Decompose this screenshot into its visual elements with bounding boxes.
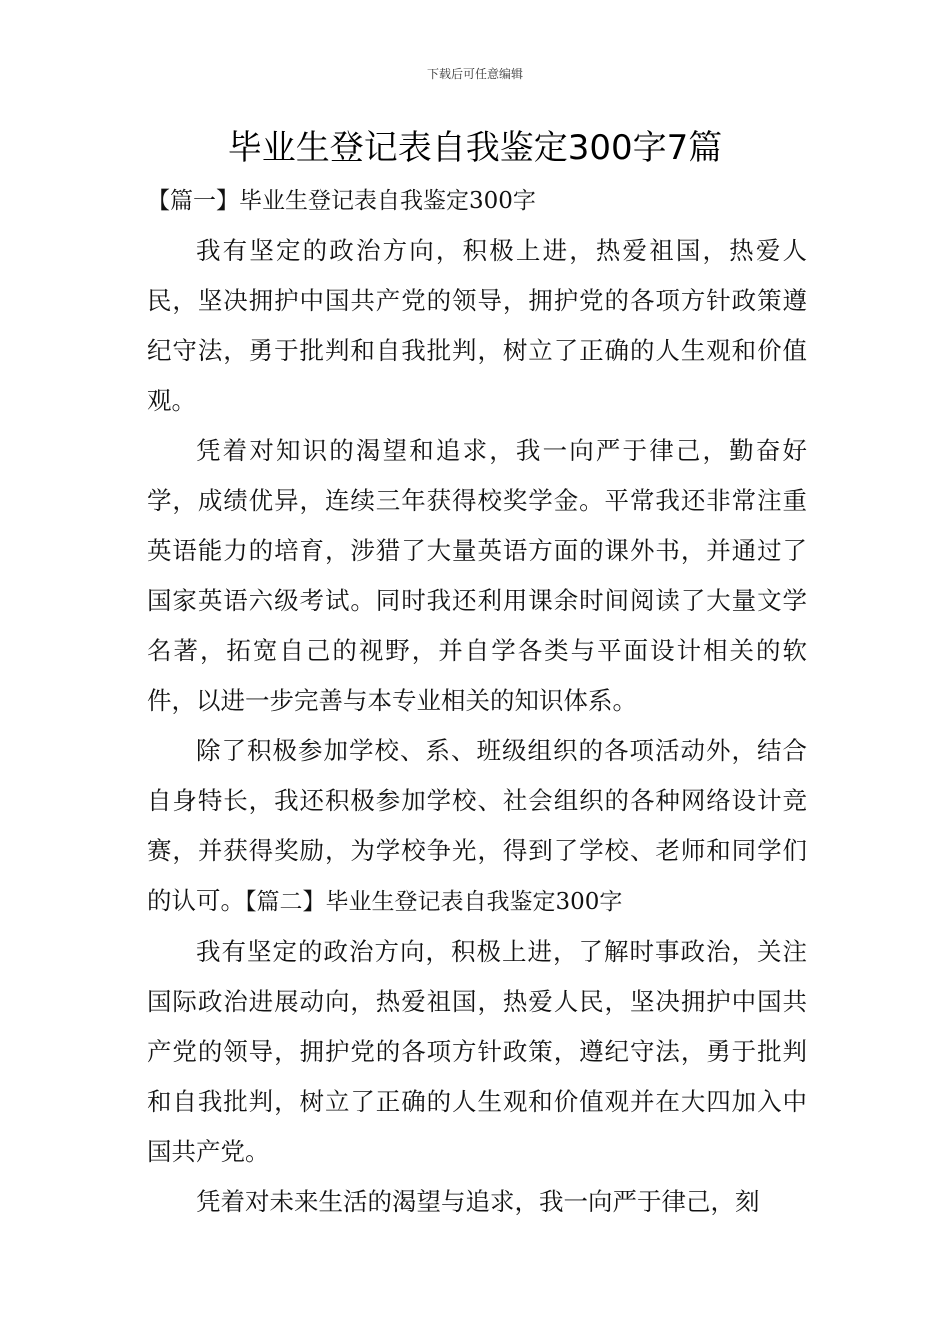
section-heading-2: 【篇二】毕业生登记表自我鉴定300字 — [245, 889, 623, 915]
section-heading-1: 【篇一】毕业生登记表自我鉴定300字 — [147, 188, 536, 214]
header-note: 下载后可任意编辑 — [426, 67, 523, 81]
paragraph: 凭着对知识的渴望和追求，我一向严于律己，勤奋好学，成绩优异，连续三年获得校奖学金。平常我还非常注重英语能力的培育，涉猎了大量英语方面的课外书，并通过了国家英语六级考试。同时我还利用课余时间阅读了大量文学名著，拓宽自己的视野，并自学各类与平面设计相关的软件，以进一步完善与本专业相关的知识体系。 — [147, 436, 807, 715]
paragraph-with-heading — [147, 726, 807, 927]
document-body — [147, 176, 807, 1227]
paragraph: 凭着对未来生活的渴望与追求，我一向严于律己，刻 — [196, 1187, 760, 1216]
paragraph: 我有坚定的政治方向，积极上进，了解时事政治，关注国际政治进展动向，热爱祖国，热爱人民，坚决拥护中国共产党的领导，拥护党的各项方针政策，遵纪守法，勇于批判和自我批判，树立了正确的人生观和价值观并在大四加入中国共产党。 — [147, 937, 807, 1166]
paragraph-text: 除了积极参加学校、系、班级组织的各项活动外，结合自身特长，我还积极参加学校、社会组织的各种网络设计竞赛，并获得奖励，为学校争光，得到了学校、老师和同学们的认可。 — [147, 736, 807, 915]
paragraph: 我有坚定的政治方向，积极上进，热爱祖国，热爱人民，坚决拥护中国共产党的领导，拥护党的各项方针政策遵纪守法，勇于批判和自我批判，树立了正确的人生观和价值观。 — [147, 236, 807, 415]
document-title: 毕业生登记表自我鉴定300字7篇 — [227, 128, 723, 168]
